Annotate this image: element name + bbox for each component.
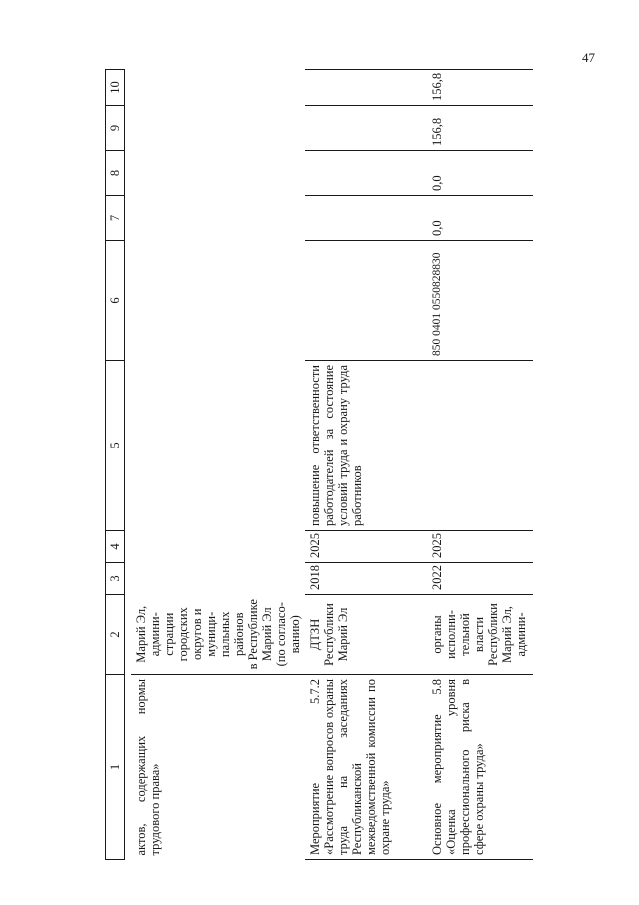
table-row — [305, 70, 427, 860]
header-cell: 1 — [106, 675, 125, 860]
table-row — [427, 70, 533, 860]
page-number: 47 — [582, 50, 595, 65]
expected-result-cell: повышение ответственности работодателей за состояние условий труда и охрану труда работников — [305, 361, 427, 531]
table-row — [131, 70, 305, 860]
end-year-cell — [131, 531, 305, 563]
header-cell: 7 — [106, 196, 125, 241]
header-cell: 4 — [106, 531, 125, 563]
budget-code-cell — [305, 241, 427, 361]
header-cell: 5 — [106, 361, 125, 531]
measure-name-cell: Основное мероприятие 5.8 «Оценка уровня профессионального риска в сфере охраны труда» — [427, 675, 533, 860]
value-cell — [131, 70, 305, 106]
expected-result-cell — [131, 361, 305, 531]
budget-code-cell — [131, 241, 305, 361]
header-cell: 9 — [106, 106, 125, 151]
start-year-cell: 2022 — [427, 563, 533, 595]
value-cell — [131, 196, 305, 241]
start-year-cell: 2018 — [305, 563, 427, 595]
budget-code-cell: 850 0401 0550828830 — [427, 241, 533, 361]
header-cell: 2 — [106, 595, 125, 675]
measure-name-cell: актов, содержащих нормы трудового права» — [134, 679, 162, 856]
value-cell: 0,0 — [427, 196, 533, 241]
value-cell — [131, 106, 305, 151]
header-cell: 8 — [106, 151, 125, 196]
value-cell — [305, 106, 427, 151]
value-cell — [305, 70, 427, 106]
rotated-table-container — [105, 70, 605, 860]
value-cell: 156,8 — [427, 106, 533, 151]
value-cell: 156,8 — [427, 70, 533, 106]
responsible-executor-cell: органы исполни- тельной власти Республики Марий Эл, админи- — [427, 595, 533, 675]
measure-name-cell: Мероприятие 5.7.2 «Рассмотрение вопросов охраны труда на заседаниях Республиканской межведомственной комиссии по охране труда» — [305, 675, 427, 860]
header-cell: 10 — [106, 70, 125, 106]
value-cell: 0,0 — [427, 151, 533, 196]
value-cell — [305, 196, 427, 241]
program-table — [105, 69, 533, 860]
value-cell — [131, 151, 305, 196]
value-cell — [305, 151, 427, 196]
header-cell: 3 — [106, 563, 125, 595]
end-year-cell: 2025 — [305, 531, 427, 563]
end-year-cell: 2025 — [427, 531, 533, 563]
responsible-executor-cell: ДТЗН Республики Марий Эл — [305, 595, 427, 675]
column-number-header — [106, 70, 125, 860]
expected-result-cell — [427, 361, 533, 531]
start-year-cell — [131, 563, 305, 595]
header-cell: 6 — [106, 241, 125, 361]
responsible-executor-cell: Марий Эл, админи- страции городских округов и муници- пальных районов в Республике Марий Эл (по согласо- ванию) — [131, 595, 305, 675]
